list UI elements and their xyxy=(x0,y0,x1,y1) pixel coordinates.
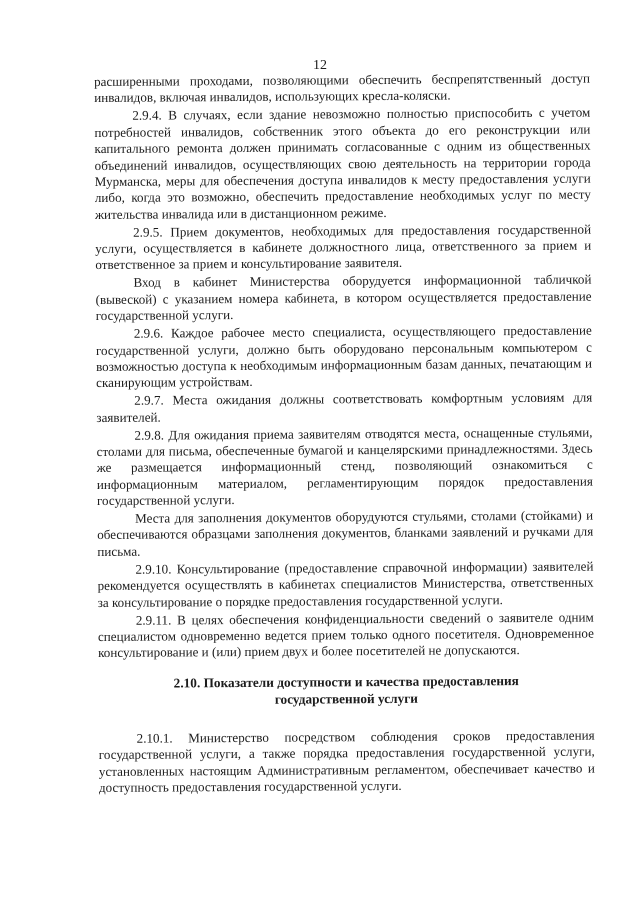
paragraph: расширенными проходами, позволяющими обеспечить беспрепятственный доступ инвалидов, включая инвалидов, использующих кресла-коляски. xyxy=(94,70,591,106)
paragraph: 2.9.4. В случаях, если здание невозможно полностью приспособить с учетом потребностей инвалидов, собственник этого объекта до его реконструкции или капитального ремонта должен принимать согласованные с одним из общественных объединений инвалидов, осуществляющих свою деятельность на территории города Мурманска, меры для обеспечения доступа инвалидов к месту предоставления услуги либо, когда это возможно, обеспечить предоставление необходимых услуг по месту жительства инвалида или в дистанционном режиме. xyxy=(94,104,591,222)
paragraphs-before-section xyxy=(94,71,594,662)
section-heading: 2.10. Показатели доступности и качества предоставления государственной услуги xyxy=(173,672,519,707)
paragraph: Вход в кабинет Министерства оборудуется информационной табличкой (вывеской) с указанием номера кабинета, в котором осуществляется предоставление государственной услуги. xyxy=(95,271,592,324)
paragraph: 2.9.7. Места ожидания должны соответствовать комфортным условиям для заявителей. xyxy=(96,389,593,425)
paragraphs-after-section xyxy=(99,727,595,796)
paragraph: Места для заполнения документов оборудуются стульями, столами (стойками) и обеспечиваются образцами заполнения документов, бланками заявлений и ручками для письма. xyxy=(97,507,594,559)
paragraph: 2.9.11. В целях обеспечения конфиденциальности сведений о заявителе одним специалистом одновременно ведется прием только одного посетителя. Одновременное консультирование и (или) прием двух и более посетителей не допускаются. xyxy=(97,609,594,661)
paragraph: 2.9.8. Для ожидания приема заявителям отводятся места, оснащенные стульями, столами для письма, обеспеченные бумагой и канцелярскими принадлежностями. Здесь же размещается информационный стенд, позволяющий ознакомиться с информационным материалом, регламентирующим порядок предоставления государственной услуги. xyxy=(96,424,593,509)
page-number: 12 xyxy=(313,58,327,73)
paragraph: 2.10.1. Министерство посредством соблюдения сроков предоставления государственной услуги, а также порядка предоставления государственной услуги, установленных настоящим Административным регламентом, обеспечивает качество и доступность предоставления государственной услуги. xyxy=(98,727,595,795)
document-body xyxy=(94,71,595,798)
paragraph: 2.9.6. Каждое рабочее место специалиста, осуществляющего предоставление государственной услуги, должно быть оборудовано персональным компьютером с возможностью доступа к необходимым информационным базам данных, печатающим и сканирующим устройствам. xyxy=(95,322,593,391)
paragraph: 2.9.10. Консультирование (предоставление справочной информации) заявителей рекомендуется осуществлять в кабинетах специалистов Министерства, ответственных за консультирование о порядке предоставления государственной услуги. xyxy=(97,558,594,610)
paragraph: 2.9.5. Прием документов, необходимых для предоставления государственной услуги, осуществляется в кабинете должностного лица, ответственного за прием и ответственное за прием и консультирование заявителя. xyxy=(95,221,592,273)
